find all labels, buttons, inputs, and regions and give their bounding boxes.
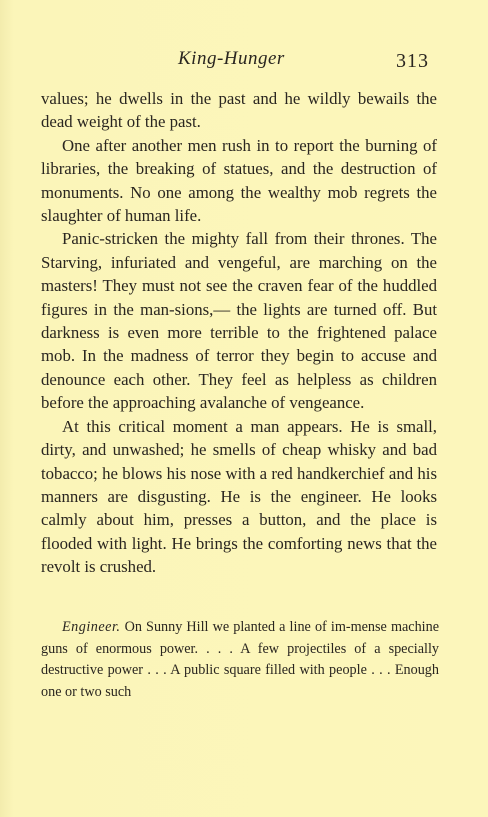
dialogue-line	[41, 617, 439, 703]
dialogue-text: On Sunny Hill we planted a line of im-mense machine guns of enormous power. . . . A few projectiles of a specially destructive power . . . A public square filled with people . . . Enough one or two such	[41, 619, 439, 700]
body-text	[41, 87, 437, 579]
dialogue-block	[41, 617, 439, 703]
speaker-name: Engineer.	[62, 619, 121, 635]
paragraph: At this critical moment a man appears. He is small, dirty, and unwashed; he smells of cheap whisky and bad tobacco; he blows his nose with a red handkerchief and his manners are disgusting. He is the engineer. He looks calmly about him, presses a button, and the place is flooded with light. He brings the comforting news that the revolt is crushed.	[41, 416, 437, 577]
paragraph: Panic-stricken the mighty fall from their thrones. The Starving, infuriated and vengeful, are marching on the masters! They must not see the craven fear of the huddled figures in the man-sions,— the lights are turned off. But darkness is even more terrible to the frightened palace mob. In the madness of terror they begin to accuse and denounce each other. They feel as helpless as children before the approaching avalanche of vengeance.	[41, 229, 437, 413]
running-title: King-Hunger	[178, 48, 285, 69]
page-header	[0, 48, 488, 78]
page-number: 313	[396, 50, 429, 72]
paragraph: values; he dwells in the past and he wildly bewails the dead weight of the past.	[41, 89, 437, 132]
paragraph: One after another men rush in to report the burning of libraries, the breaking of statues, and the destruction of monuments. No one among the wealthy mob regrets the slaughter of human life.	[41, 135, 437, 226]
